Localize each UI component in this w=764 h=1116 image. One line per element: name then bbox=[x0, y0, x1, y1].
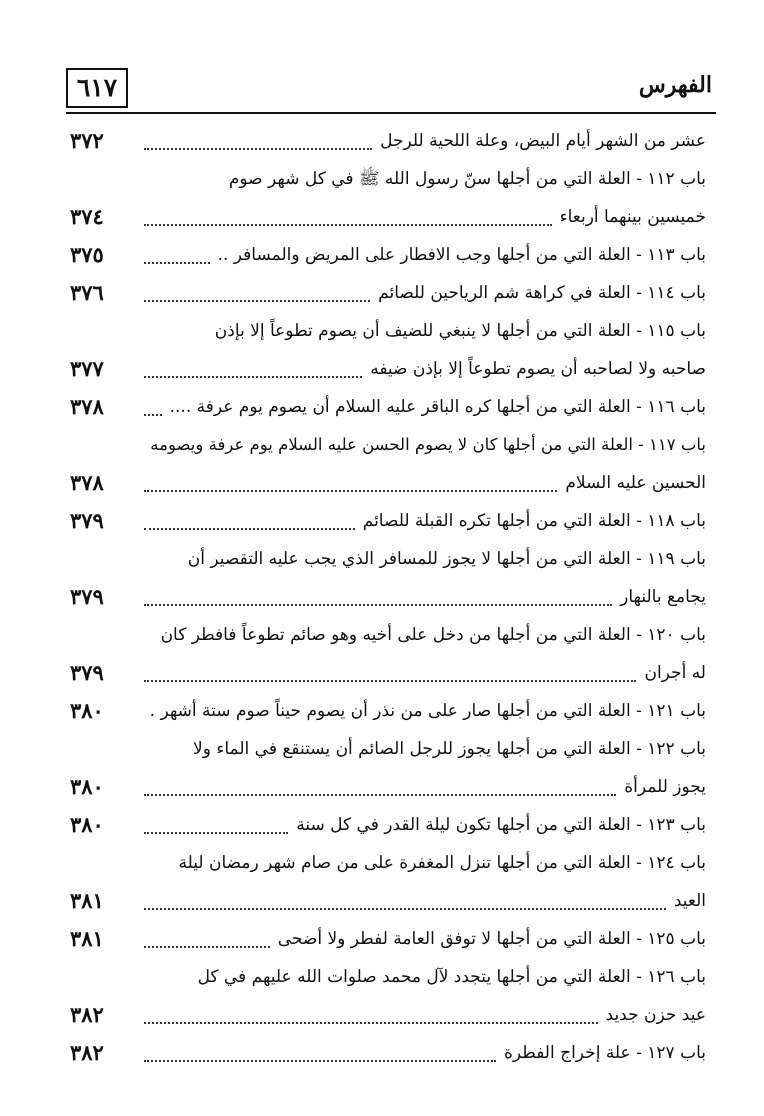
page-number-box bbox=[66, 68, 128, 108]
entry-text: باب ١٢٠ - العلة التي من أجلها من دخل على أخيه وهو صائم تطوعاً فافطر كان bbox=[160, 625, 706, 645]
dot-leader bbox=[144, 782, 616, 796]
dot-leader bbox=[144, 288, 370, 302]
index-entry bbox=[66, 540, 710, 616]
header-rule bbox=[66, 112, 716, 114]
index-entry bbox=[66, 388, 710, 426]
entry-text: باب ١١٨ - العلة التي من أجلها تكره القبلة للصائم bbox=[362, 511, 706, 531]
dot-leader bbox=[144, 820, 288, 834]
dot-leader bbox=[144, 1010, 598, 1024]
index-entry-line bbox=[66, 198, 710, 236]
entry-text: باب ١١٢ - العلة التي من أجلها سنّ رسول الله ﷺ في كل شهر صوم bbox=[228, 169, 706, 189]
dot-leader bbox=[144, 250, 210, 264]
entry-text: صاحبه ولا لصاحبه أن يصوم تطوعاً إلا بإذن ضيفه bbox=[370, 359, 706, 379]
entry-page-number: ٣٨١ bbox=[70, 926, 104, 951]
entry-text: باب ١٢٣ - العلة التي من أجلها تكون ليلة القدر في كل سنة bbox=[296, 815, 706, 835]
entry-text: باب ١٢١ - العلة التي من أجلها صار على من نذر أن يصوم حيناً صوم ستة أشهر . bbox=[149, 701, 706, 721]
index-entry bbox=[66, 502, 710, 540]
entry-page-number: ٣٨٠ bbox=[70, 812, 104, 837]
index-entry-line bbox=[66, 844, 710, 882]
index-entry bbox=[66, 160, 710, 236]
entry-page-number: ٣٧٨ bbox=[70, 394, 104, 419]
index-entry bbox=[66, 920, 710, 958]
index-entry bbox=[66, 274, 710, 312]
index-entry-line bbox=[66, 920, 710, 958]
entry-text: باب ١٢٦ - العلة التي من أجلها يتجدد لآل محمد صلوات الله عليهم في كل bbox=[197, 967, 706, 987]
index-entry-line bbox=[66, 616, 710, 654]
entry-page-number: ٣٨٢ bbox=[70, 1040, 104, 1065]
index-entry bbox=[66, 730, 710, 806]
entry-text: باب ١١٥ - العلة التي من أجلها لا ينبغي للضيف أن يصوم تطوعاً إلا بإذن bbox=[214, 321, 706, 341]
entry-text: خميسين بينهما أربعاء bbox=[559, 207, 706, 227]
index-entry-line bbox=[66, 730, 710, 768]
index-entry bbox=[66, 426, 710, 502]
index-entry-line bbox=[66, 502, 710, 540]
index-entry-line bbox=[66, 996, 710, 1034]
entry-page-number: ٣٧٧ bbox=[70, 356, 104, 381]
dot-leader bbox=[144, 668, 636, 682]
entry-text: باب ١٢٤ - العلة التي من أجلها تنزل المغفرة على من صام شهر رمضان ليلة bbox=[178, 853, 706, 873]
entry-page-number: ٣٨٠ bbox=[70, 698, 104, 723]
dot-leader bbox=[144, 592, 612, 606]
dot-leader bbox=[144, 1048, 496, 1062]
entry-page-number: ٣٧٩ bbox=[70, 584, 104, 609]
index-entry bbox=[66, 806, 710, 844]
index-entry bbox=[66, 958, 710, 1034]
index-entry bbox=[66, 1034, 710, 1072]
index-entry-line bbox=[66, 464, 710, 502]
entry-text: يجامع بالنهار bbox=[620, 587, 706, 607]
entry-text: له أجران bbox=[644, 663, 706, 683]
index-entry-line bbox=[66, 654, 710, 692]
entry-page-number: ٣٧٤ bbox=[70, 204, 104, 229]
entry-text: العيد bbox=[673, 891, 706, 911]
index-entry-line bbox=[66, 882, 710, 920]
entry-text: يجوز للمرأة bbox=[624, 777, 706, 797]
index-entry-line bbox=[66, 274, 710, 312]
entry-text: باب ١١٦ - العلة التي من أجلها كره الباقر عليه السلام أن يصوم يوم عرفة .... bbox=[169, 397, 706, 417]
entry-text: عيد حزن جديد bbox=[605, 1005, 706, 1025]
entry-page-number: ٣٨٢ bbox=[70, 1002, 104, 1027]
entry-text: باب ١٢٧ - علة إخراج الفطرة bbox=[503, 1043, 706, 1063]
index-entry-line bbox=[66, 578, 710, 616]
index-entry-line bbox=[66, 768, 710, 806]
index-entry-line bbox=[66, 1034, 710, 1072]
entry-text: عشر من الشهر أيام البيض، وعلة اللحية للرجل bbox=[380, 131, 706, 151]
index-entry-line bbox=[66, 692, 710, 730]
index-entry-line bbox=[66, 388, 710, 426]
dot-leader bbox=[144, 934, 270, 948]
entry-page-number: ٣٧٨ bbox=[70, 470, 104, 495]
entry-page-number: ٣٨١ bbox=[70, 888, 104, 913]
index-entry-line bbox=[66, 958, 710, 996]
dot-leader bbox=[144, 364, 362, 378]
index-entry-line bbox=[66, 122, 710, 160]
index-entry bbox=[66, 844, 710, 920]
entry-text: باب ١١٣ - العلة التي من أجلها وجب الافطار على المريض والمسافر .. bbox=[217, 245, 706, 265]
entry-page-number: ٣٧٥ bbox=[70, 242, 104, 267]
page-number: ٦١٧ bbox=[76, 73, 118, 102]
entry-text: باب ١١٤ - العلة في كراهة شم الرياحين للصائم bbox=[378, 283, 706, 303]
index-entry bbox=[66, 122, 710, 160]
dot-leader bbox=[144, 896, 666, 910]
index-entry-line bbox=[66, 350, 710, 388]
index-entries bbox=[66, 122, 710, 1072]
index-entry-line bbox=[66, 540, 710, 578]
index-entry-line bbox=[66, 806, 710, 844]
entry-page-number: ٣٨٠ bbox=[70, 774, 104, 799]
entry-text: باب ١١٩ - العلة التي من أجلها لا يجوز للمسافر الذي يجب عليه التقصير أن bbox=[187, 549, 706, 569]
index-entry bbox=[66, 236, 710, 274]
index-entry-line bbox=[66, 236, 710, 274]
index-entry bbox=[66, 616, 710, 692]
entry-page-number: ٣٧٩ bbox=[70, 508, 104, 533]
entry-page-number: ٣٧٩ bbox=[70, 660, 104, 685]
entry-page-number: ٣٧٢ bbox=[70, 128, 104, 153]
entry-text: باب ١٢٢ - العلة التي من أجلها يجوز للرجل الصائم أن يستنقع في الماء ولا bbox=[193, 739, 706, 759]
dot-leader bbox=[144, 212, 552, 226]
index-entry bbox=[66, 312, 710, 388]
index-entry-line bbox=[66, 426, 710, 464]
dot-leader bbox=[144, 402, 162, 416]
entry-page-number: ٣٧٦ bbox=[70, 280, 104, 305]
dot-leader bbox=[144, 136, 372, 150]
page-header bbox=[66, 66, 716, 116]
dot-leader bbox=[144, 478, 557, 492]
dot-leader bbox=[144, 516, 355, 530]
entry-text: باب ١٢٥ - العلة التي من أجلها لا توفق العامة لفطر ولا أضحى bbox=[277, 929, 706, 949]
index-entry-line bbox=[66, 160, 710, 198]
index-entry-line bbox=[66, 312, 710, 350]
entry-text: باب ١١٧ - العلة التي من أجلها كان لا يصوم الحسن عليه السلام يوم عرفة ويصومه bbox=[150, 435, 706, 454]
running-title: الفهرس bbox=[638, 72, 712, 98]
index-entry bbox=[66, 692, 710, 730]
entry-text: الحسين عليه السلام bbox=[565, 473, 706, 493]
